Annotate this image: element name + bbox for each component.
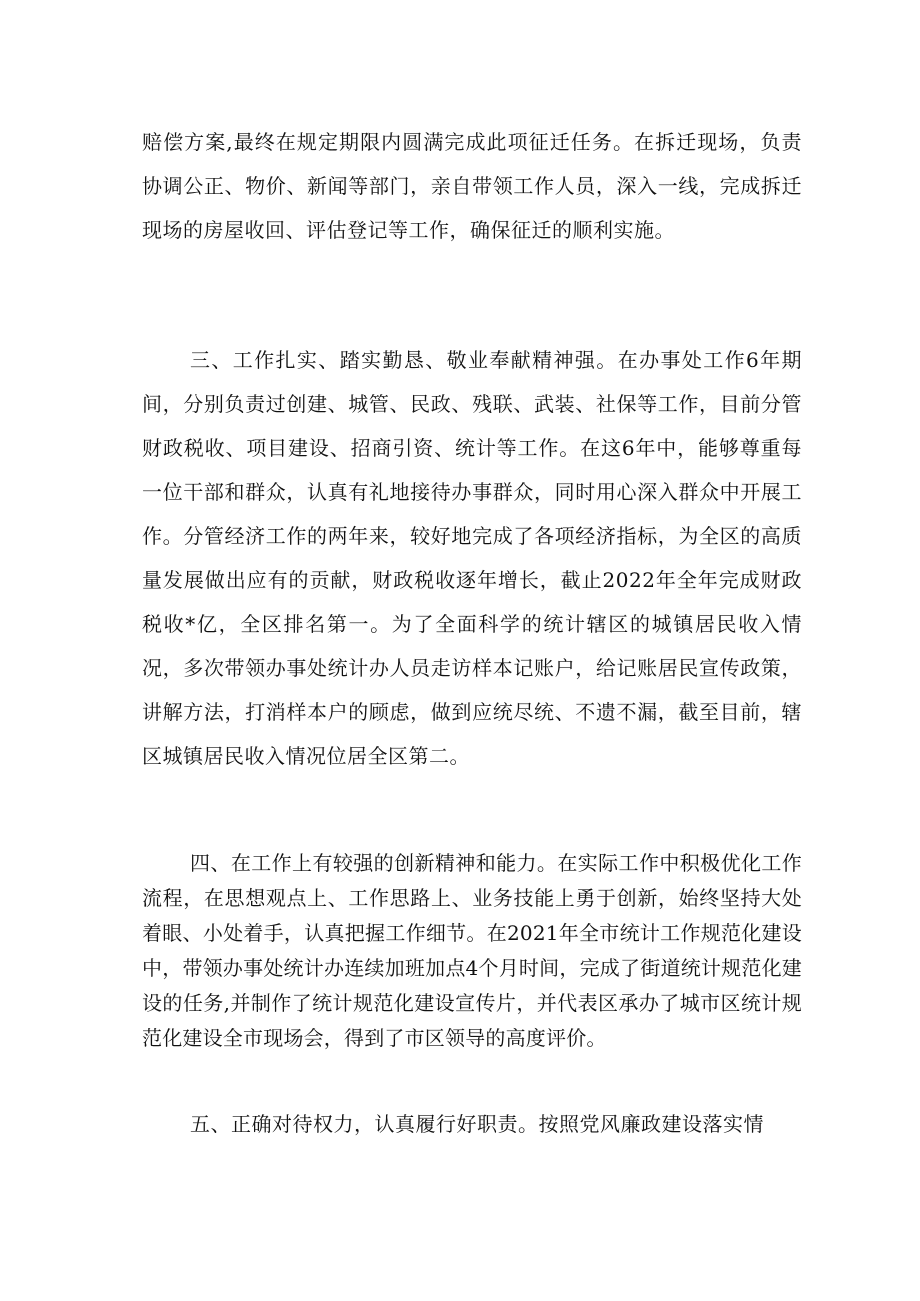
paragraph-continuation: 赔偿方案,最终在规定期限内圆满完成此项征迁任务。在拆迁现场，负责协调公正、物价、新闻等部门，亲自带领工作人员，深入一线，完成拆迁现场的房屋收回、评估登记等工作，确保征迁的顺利实施。 (142, 130, 802, 242)
paragraph-section-four: 四、在工作上有较强的创新精神和能力。在实际工作中积极优化工作流程，在思想观点上、工作思路上、业务技能上勇于创新，始终坚持大处着眼、小处着手，认真把握工作细节。在2021年全市统计工作规范化建设中，带领办事处统计办连续加班加点4个月时间，完成了街道统计规范化建设的任务,并制作了统计规范化建设宣传片，并代表区承办了城市区统计规范化建设全市现场会，得到了市区领导的高度评价。 (142, 851, 802, 1050)
paragraph-section-three: 三、工作扎实、踏实勤恳、敬业奉献精神强。在办事处工作6年期间，分别负责过创建、城管、民政、残联、武装、社保等工作，目前分管财政税收、项目建设、招商引资、统计等工作。在这6年中，能够尊重每一位干部和群众，认真有礼地接待办事群众，同时用心深入群众中开展工作。分管经济工作的两年来，较好地完成了各项经济指标，为全区的高质量发展做出应有的贡献，财政税收逐年增长，截止2022年全年完成财政税收*亿，全区排名第一。为了全面科学的统计辖区的城镇居民收入情况，多次带领办事处统计办人员走访样本记账户，给记账居民宣传政策，讲解方法，打消样本户的顾虑，做到应统尽统、不遗不漏，截至目前，辖区城镇居民收入情况位居全区第二。 (142, 348, 802, 768)
paragraph-section-five: 五、正确对待权力，认真履行好职责。按照党风廉政建设落实情 (190, 1112, 764, 1136)
